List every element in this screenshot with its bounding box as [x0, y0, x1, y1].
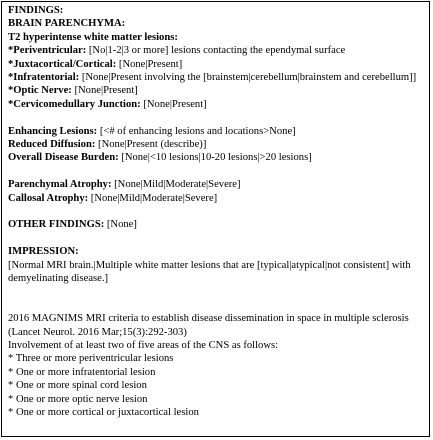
infratentorial-field: *Infratentorial: [None|Present involving the [brainstem|cerebellum|brainstem and cerebellum]]: [8, 72, 417, 84]
criteria-list-item: * One or more cortical or juxtacortical lesion: [8, 407, 199, 419]
criteria-list-item: * One or more spinal cord lesion: [8, 380, 147, 392]
disease-burden-field: Overall Disease Burden: [None|<10 lesions|10-20 lesions|>20 lesions]: [8, 152, 312, 164]
criteria-list-item: * One or more optic nerve lesion: [8, 393, 148, 405]
reduced-diffusion-field: Reduced Diffusion: [None|Present (describe)]: [8, 139, 207, 151]
findings-heading: FINDINGS:: [8, 5, 64, 16]
other-findings-field: OTHER FINDINGS: [None]: [8, 219, 137, 231]
optic-nerve-field: *Optic Nerve: [None|Present]: [8, 85, 138, 97]
criteria-involvement: Involvement of at least two of five areas of the CNS as follows:: [8, 340, 279, 352]
enhancing-lesions-field: Enhancing Lesions: [<# of enhancing lesions and locations>None]: [8, 125, 296, 137]
impression-heading: IMPRESSION:: [8, 246, 79, 258]
periventricular-field: *Periventricular: [No|1-2|3 or more] lesions contacting the ependymal surface: [8, 45, 346, 57]
t2-lesions-heading: T2 hyperintense white matter lesions:: [8, 31, 178, 43]
parenchymal-atrophy-field: Parenchymal Atrophy: [None|Mild|Moderate|Severe]: [8, 179, 241, 191]
criteria-intro: 2016 MAGNIMS MRI criteria to establish disease dissemination in space in multiple sclerosis (Lancet Neurol. 2016 Mar;15(3):292-303): [8, 313, 409, 338]
brain-parenchyma-heading: BRAIN PARENCHYMA:: [8, 18, 126, 30]
criteria-list-item: * One or more infratentorial lesion: [8, 366, 156, 378]
criteria-list-item: * Three or more periventricular lesions: [8, 353, 174, 365]
cervicomedullary-field: *Cervicomedullary Junction: [None|Present]: [8, 98, 207, 110]
impression-text: [Normal MRI brain.|Multiple white matter lesions that are [typical|atypical|not consistent] with demyelinating disease.]: [8, 259, 411, 285]
report-template: [1, 1, 430, 437]
juxtacortical-field: *Juxtacortical/Cortical: [None|Present]: [8, 58, 183, 70]
callosal-atrophy-field: Callosal Atrophy: [None|Mild|Moderate|Severe]: [8, 192, 218, 204]
